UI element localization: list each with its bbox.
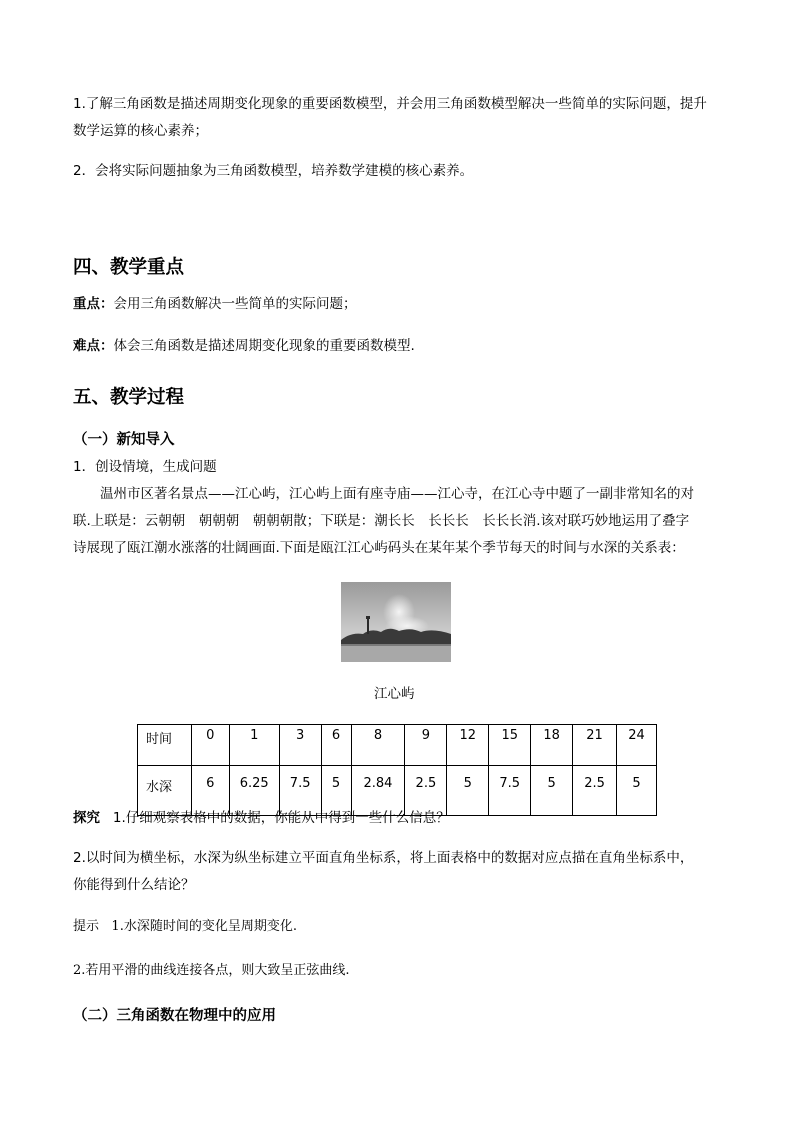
explore-question-2-line-1: 2.以时间为横坐标，水深为纵坐标建立平面直角坐标系，将上面表格中的数据对应点描在直角坐标系中， [73, 850, 694, 866]
scenario-paragraph-line-1: 温州市区著名景点——江心屿，江心屿上面有座寺庙——江心寺，在江心寺中题了一副非常知名的对 [100, 486, 694, 502]
explore-label: 探究 [73, 810, 100, 826]
time-depth-table [137, 724, 657, 816]
section-5-title: 五、教学过程 [73, 387, 185, 408]
scenario-paragraph-line-3: 诗展现了瓯江潮水涨落的壮阔画面.下面是瓯江江心屿码头在某年某个季节每天的时间与水深的关系表： [73, 540, 685, 556]
table-cell: 8 [351, 725, 405, 766]
section-4-title: 四、教学重点 [73, 257, 185, 278]
objective-1-line-1: 1.了解三角函数是描述周期变化现象的重要函数模型，并会用三角函数模型解决一些简单的实际问题，提升 [73, 96, 707, 112]
scenario-paragraph-line-2: 联.上联是：云朝朝 朝朝朝 朝朝朝散；下联是：潮长长 长长长 长长长消.该对联巧妙地运用了叠字 [73, 513, 690, 529]
table-cell: 0 [191, 725, 229, 766]
difficulty-text: 体会三角函数是描述周期变化现象的重要函数模型. [113, 338, 415, 354]
table-cell: 15 [489, 725, 531, 766]
key-point-text: 会用三角函数解决一些简单的实际问题； [113, 296, 357, 312]
subsection-1-title: （一）新知导入 [73, 432, 175, 448]
table-cell: 18 [531, 725, 573, 766]
table-cell: 6 [191, 766, 229, 816]
explore-question-1 [73, 808, 450, 828]
photo-caption: 江心屿 [374, 686, 415, 702]
jiangxinyu-photo [341, 582, 451, 662]
table-cell: 7.5 [279, 766, 321, 816]
table-cell: 5 [447, 766, 489, 816]
table-cell: 6.25 [229, 766, 279, 816]
table-row-label: 时间 [138, 725, 192, 766]
table-cell: 2.5 [573, 766, 617, 816]
table-cell: 2.5 [405, 766, 447, 816]
table-cell: 5 [531, 766, 573, 816]
table-cell: 3 [279, 725, 321, 766]
table-row-time [138, 725, 657, 766]
table-row-label: 水深 [138, 766, 192, 816]
table-cell: 5 [617, 766, 657, 816]
subsection-2-title: （二）三角函数在物理中的应用 [73, 1008, 276, 1024]
hint-label: 提示 [73, 919, 100, 934]
hint-1 [73, 917, 297, 937]
table-cell: 21 [573, 725, 617, 766]
explore-question-1-text: 1.仔细观察表格中的数据，你能从中得到一些什么信息？ [112, 810, 450, 826]
key-point-label: 重点： [73, 296, 114, 312]
table-cell: 6 [321, 725, 351, 766]
table-cell: 9 [405, 725, 447, 766]
step-1-heading: 1．创设情境，生成问题 [73, 459, 217, 475]
key-point [73, 294, 357, 314]
hint-1-text: 1.水深随时间的变化呈周期变化. [111, 919, 297, 934]
table-cell: 7.5 [489, 766, 531, 816]
table-cell: 12 [447, 725, 489, 766]
island-landscape-image [341, 582, 451, 662]
table-cell: 2.84 [351, 766, 405, 816]
objective-1-line-2: 数学运算的核心素养； [73, 123, 208, 139]
explore-question-2-line-2: 你能得到什么结论？ [73, 877, 195, 893]
hint-2: 2.若用平滑的曲线连接各点，则大致呈正弦曲线. [73, 963, 350, 978]
table-cell: 1 [229, 725, 279, 766]
difficulty-point [73, 336, 415, 356]
table-cell: 24 [617, 725, 657, 766]
objective-2: 2．会将实际问题抽象为三角函数模型，培养数学建模的核心素养。 [73, 163, 474, 179]
difficulty-label: 难点： [73, 338, 114, 354]
table-cell: 5 [321, 766, 351, 816]
